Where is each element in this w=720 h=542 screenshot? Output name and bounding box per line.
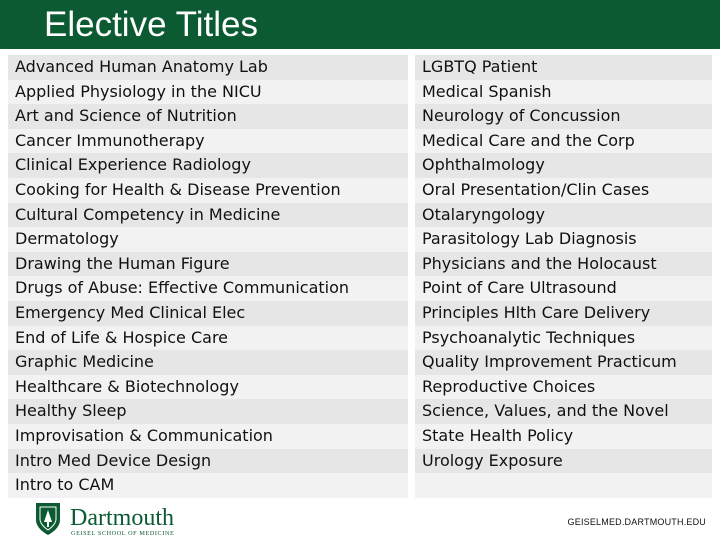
- elective-row-left: Intro Med Device Design: [8, 449, 408, 474]
- elective-row-right: Point of Care Ultrasound: [415, 276, 712, 301]
- logo-wordmark: Dartmouth: [70, 505, 174, 531]
- elective-row-right: Parasitology Lab Diagnosis: [415, 227, 712, 252]
- elective-row-right: Psychoanalytic Techniques: [415, 326, 712, 351]
- elective-row-left: Applied Physiology in the NICU: [8, 80, 408, 105]
- elective-row-left: Healthy Sleep: [8, 399, 408, 424]
- page-title: Elective Titles: [44, 5, 258, 44]
- elective-row-left: Art and Science of Nutrition: [8, 104, 408, 129]
- footer-url[interactable]: GEISELMED.DARTMOUTH.EDU: [567, 517, 706, 527]
- elective-row-right: Urology Exposure: [415, 449, 712, 474]
- elective-row-left: Cancer Immunotherapy: [8, 129, 408, 154]
- elective-row-left: Emergency Med Clinical Elec: [8, 301, 408, 326]
- elective-row-left: End of Life & Hospice Care: [8, 326, 408, 351]
- electives-column-left: [8, 55, 408, 498]
- elective-row-right: Science, Values, and the Novel: [415, 399, 712, 424]
- electives-column-right: [415, 55, 712, 498]
- elective-row-left: Improvisation & Communication: [8, 424, 408, 449]
- elective-row-left: Dermatology: [8, 227, 408, 252]
- elective-row-left: Clinical Experience Radiology: [8, 153, 408, 178]
- dartmouth-shield-icon: [30, 500, 200, 538]
- logo-subtitle: GEISEL SCHOOL OF MEDICINE: [71, 530, 175, 537]
- elective-row-left: Drawing the Human Figure: [8, 252, 408, 277]
- elective-row-right: State Health Policy: [415, 424, 712, 449]
- title-bar: [0, 0, 720, 49]
- elective-row-left: Graphic Medicine: [8, 350, 408, 375]
- elective-row-left: Advanced Human Anatomy Lab: [8, 55, 408, 80]
- elective-row-right: Oral Presentation/Clin Cases: [415, 178, 712, 203]
- elective-row-left: Drugs of Abuse: Effective Communication: [8, 276, 408, 301]
- electives-table: [8, 55, 712, 497]
- elective-row-right: Quality Improvement Practicum: [415, 350, 712, 375]
- elective-row-right: LGBTQ Patient: [415, 55, 712, 80]
- elective-row-right: Reproductive Choices: [415, 375, 712, 400]
- elective-row-left: Intro to CAM: [8, 473, 408, 498]
- elective-row-left: Cultural Competency in Medicine: [8, 203, 408, 228]
- elective-row-right: Principles Hlth Care Delivery: [415, 301, 712, 326]
- elective-row-left: Cooking for Health & Disease Prevention: [8, 178, 408, 203]
- elective-row-right: Medical Care and the Corp: [415, 129, 712, 154]
- elective-row-right: Neurology of Concussion: [415, 104, 712, 129]
- elective-row-right: Otalaryngology: [415, 203, 712, 228]
- elective-row-right: Physicians and the Holocaust: [415, 252, 712, 277]
- elective-row-right: Ophthalmology: [415, 153, 712, 178]
- elective-row-right: [415, 473, 712, 498]
- elective-row-right: Medical Spanish: [415, 80, 712, 105]
- dartmouth-logo: [30, 500, 200, 538]
- elective-row-left: Healthcare & Biotechnology: [8, 375, 408, 400]
